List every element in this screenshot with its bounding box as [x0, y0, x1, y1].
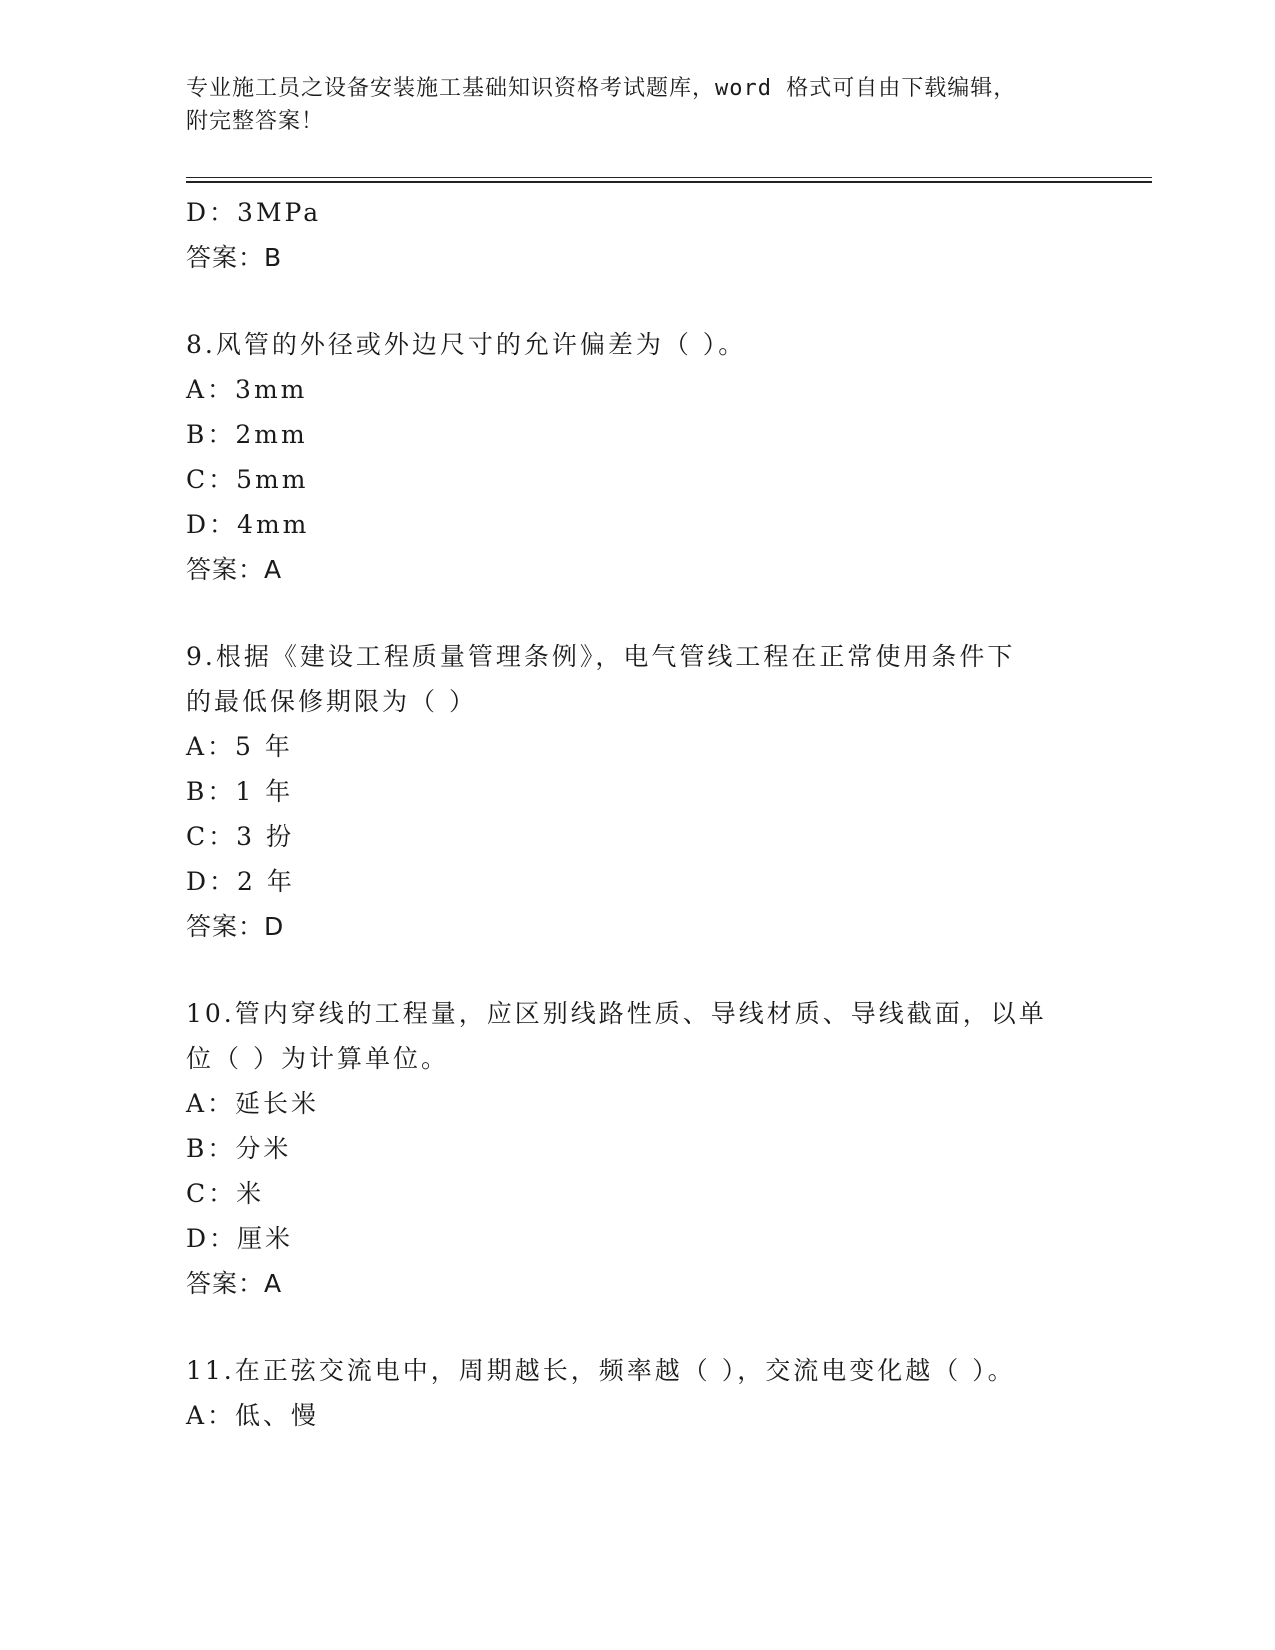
answer-key: 答案：A	[186, 555, 283, 584]
question-text: 位（ ）为计算单位。	[186, 1044, 449, 1073]
answer-option: B：1 年	[186, 777, 294, 806]
header-divider-thick	[186, 181, 1152, 183]
block-spacer	[186, 949, 1106, 991]
block-spacer	[186, 592, 1106, 634]
question-text: 9.根据《建设工程质量管理条例》，电气管线工程在正常使用条件下	[186, 642, 1016, 671]
answer-option: D：2 年	[186, 867, 295, 896]
answer-option: D：3MPa	[186, 198, 322, 227]
question-block	[186, 634, 1106, 949]
header-line-1: 专业施工员之设备安装施工基础知识资格考试题库，word 格式可自由下载编辑，	[186, 76, 1017, 101]
question-text: 8.风管的外径或外边尺寸的允许偏差为（ ）。	[186, 330, 747, 359]
answer-option: C：3 扮	[186, 822, 294, 851]
answer-option: A：3mm	[186, 375, 308, 404]
question-text: 11.在正弦交流电中，周期越长，频率越（ ），交流电变化越（ ）。	[186, 1356, 1016, 1385]
header-divider-thin	[186, 177, 1152, 178]
question-block	[186, 1348, 1106, 1438]
block-spacer	[186, 280, 1106, 322]
answer-key: 答案：A	[186, 1269, 283, 1298]
answer-option: C：5mm	[186, 465, 309, 494]
answer-option: C：米	[186, 1179, 265, 1208]
answer-option: A：低、慢	[186, 1401, 320, 1430]
answer-option: A：5 年	[186, 732, 293, 761]
document-header	[186, 72, 1066, 138]
answer-option: D：4mm	[186, 510, 310, 539]
answer-option: B：分米	[186, 1134, 292, 1163]
question-list	[186, 190, 1106, 1438]
header-line-2: 附完整答案！	[186, 109, 325, 134]
question-block	[186, 322, 1106, 592]
question-text: 10.管内穿线的工程量，应区别线路性质、导线材质、导线截面，以单	[186, 999, 1047, 1028]
answer-option: D：厘米	[186, 1224, 294, 1253]
question-text: 的最低保修期限为（ ）	[186, 687, 477, 716]
answer-option: B：2mm	[186, 420, 308, 449]
question-block	[186, 190, 1106, 280]
answer-key: 答案：D	[186, 912, 285, 941]
question-block	[186, 991, 1106, 1306]
answer-option: A：延长米	[186, 1089, 320, 1118]
block-spacer	[186, 1306, 1106, 1348]
answer-key: 答案：B	[186, 243, 283, 272]
